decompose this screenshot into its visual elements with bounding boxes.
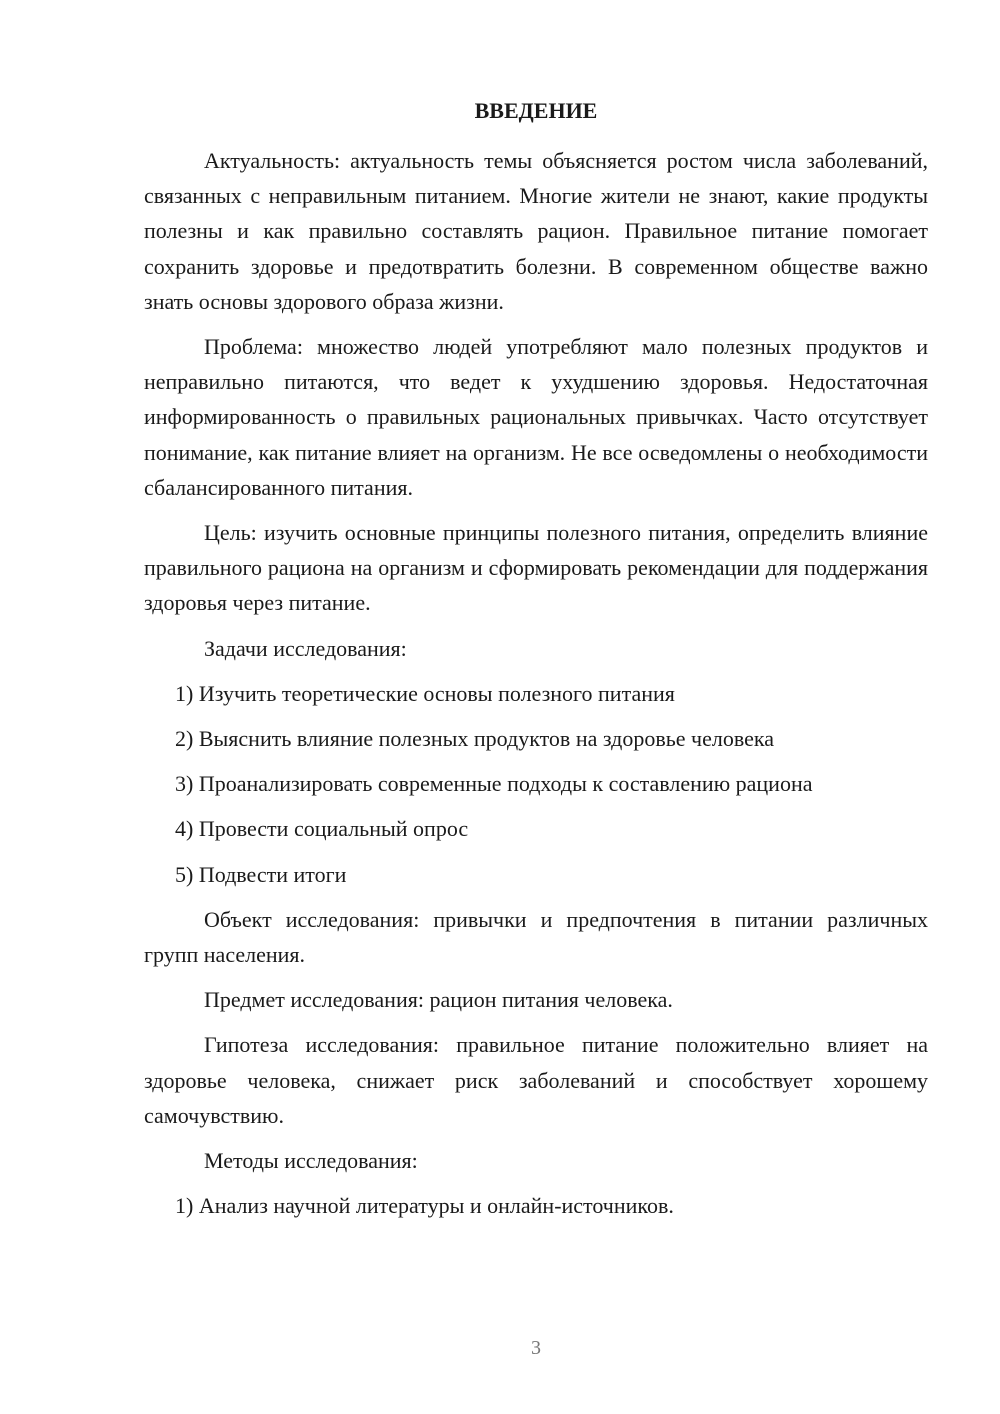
tasks-heading: Задачи исследования: (204, 635, 407, 661)
paragraph-relevance: Актуальность: актуальность темы объясняется ростом числа заболеваний, связанных с неправильным питанием. Многие жители не знают, какие продукты полезны и как правильно составлять рацион. Правильное питание помогает сохранить здоровье и предотвратить болезни. В современном обществе важно знать основы здорового образа жизни. (144, 148, 928, 314)
task-item: 2) Выяснить влияние полезных продуктов на здоровье человека (175, 726, 774, 752)
paragraph-hypothesis: Гипотеза исследования: правильное питание положительно влияет на здоровье человека, снижает риск заболеваний и способствует хорошему самочувствию. (144, 1032, 928, 1128)
page-number: 3 (531, 1337, 541, 1359)
paragraph-problem: Проблема: множество людей употребляют мало полезных продуктов и неправильно питаются, что ведет к ухудшению здоровья. Недостаточная информированность о правильных рациональных привычках. Часто отсутствует понимание, как питание влияет на организм. Не все осведомлены о необходимости сбалансированного питания. (144, 334, 928, 500)
task-item: 1) Изучить теоретические основы полезного питания (175, 680, 675, 706)
page-title: ВВЕДЕНИЕ (474, 98, 598, 123)
task-item: 5) Подвести итоги (175, 861, 347, 887)
paragraph-goal: Цель: изучить основные принципы полезного питания, определить влияние правильного рациона на организм и сформировать рекомендации для поддержания здоровья через питание. (144, 520, 928, 616)
body-text (144, 143, 928, 1233)
paragraph-subject: Предмет исследования: рацион питания человека. (204, 987, 673, 1013)
methods-heading: Методы исследования: (204, 1148, 418, 1174)
paragraph-object: Объект исследования: привычки и предпочтения в питании различных групп населения. (144, 906, 928, 968)
method-item: 1) Анализ научной литературы и онлайн-источников. (175, 1193, 674, 1219)
task-item: 3) Проанализировать современные подходы к составлению рациона (175, 771, 813, 797)
task-item: 4) Провести социальный опрос (175, 816, 469, 842)
